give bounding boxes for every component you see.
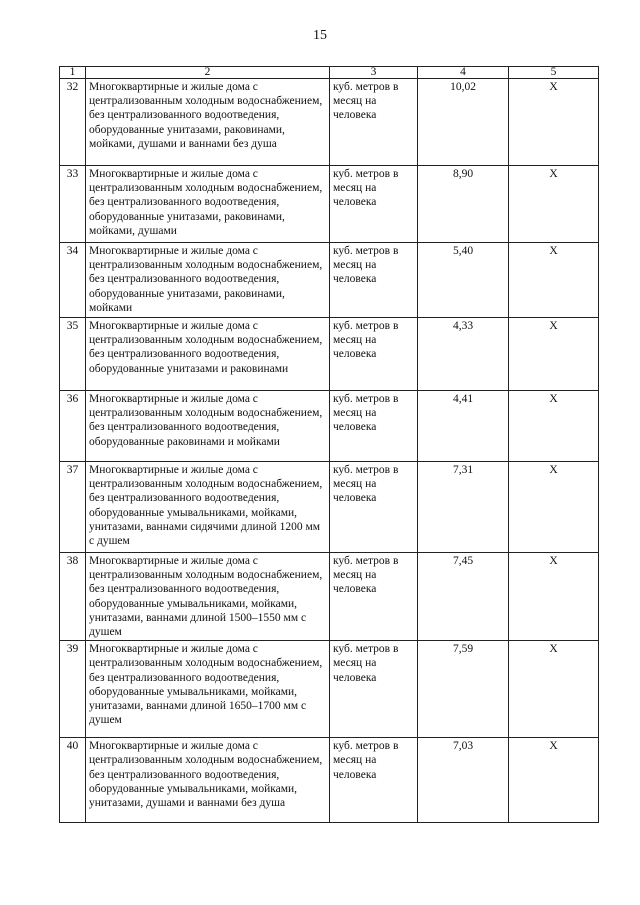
row-mark: Х	[509, 462, 599, 553]
table-row	[60, 391, 599, 462]
column-header: 5	[509, 67, 599, 79]
row-value: 7,31	[418, 462, 509, 553]
row-unit: куб. метров в месяц на человека	[330, 318, 418, 391]
row-value: 7,03	[418, 738, 509, 823]
consumption-norms-table	[59, 66, 599, 823]
table-row	[60, 243, 599, 318]
column-header: 1	[60, 67, 86, 79]
row-description: Многоквартирные и жилые дома с централизованным холодным водоснабжением, без централизованного водоотведения, оборудованные унитазами и раковинами	[86, 318, 330, 391]
table-row	[60, 641, 599, 738]
row-description: Многоквартирные и жилые дома с централизованным холодным водоснабжением, без централизованного водоотведения, оборудованные умывальниками, мойками, унитазами, ваннами длиной 1500–1550 мм с душем	[86, 553, 330, 641]
table-row	[60, 553, 599, 641]
row-value: 7,59	[418, 641, 509, 738]
row-mark: Х	[509, 641, 599, 738]
row-number: 36	[60, 391, 86, 462]
row-number: 40	[60, 738, 86, 823]
row-value: 4,33	[418, 318, 509, 391]
row-mark: Х	[509, 166, 599, 243]
header-row	[60, 67, 599, 79]
column-header: 4	[418, 67, 509, 79]
row-mark: Х	[509, 318, 599, 391]
row-value: 7,45	[418, 553, 509, 641]
table-row	[60, 318, 599, 391]
row-unit: куб. метров в месяц на человека	[330, 462, 418, 553]
column-header: 3	[330, 67, 418, 79]
row-mark: Х	[509, 738, 599, 823]
row-value: 4,41	[418, 391, 509, 462]
row-mark: Х	[509, 553, 599, 641]
row-number: 33	[60, 166, 86, 243]
table-row	[60, 79, 599, 166]
page-number: 15	[313, 28, 327, 43]
row-unit: куб. метров в месяц на человека	[330, 243, 418, 318]
row-description: Многоквартирные и жилые дома с централизованным холодным водоснабжением, без централизованного водоотведения, оборудованные унитазами, раковинами, мойками	[86, 243, 330, 318]
row-unit: куб. метров в месяц на человека	[330, 166, 418, 243]
row-description: Многоквартирные и жилые дома с централизованным холодным водоснабжением, без централизованного водоотведения, оборудованные унитазами, раковинами, мойками, душами	[86, 166, 330, 243]
row-unit: куб. метров в месяц на человека	[330, 79, 418, 166]
row-value: 8,90	[418, 166, 509, 243]
table-row	[60, 462, 599, 553]
row-description: Многоквартирные и жилые дома с централизованным холодным водоснабжением, без централизованного водоотведения, оборудованные умывальниками, мойками, унитазами, ваннами сидячими длиной 1200 мм с душем	[86, 462, 330, 553]
row-mark: Х	[509, 79, 599, 166]
row-value: 10,02	[418, 79, 509, 166]
row-number: 35	[60, 318, 86, 391]
row-description: Многоквартирные и жилые дома с централизованным холодным водоснабжением, без централизованного водоотведения, оборудованные умывальниками, мойками, унитазами, ваннами длиной 1650–1700 мм с душем	[86, 641, 330, 738]
column-header: 2	[86, 67, 330, 79]
row-unit: куб. метров в месяц на человека	[330, 738, 418, 823]
row-number: 37	[60, 462, 86, 553]
row-number: 39	[60, 641, 86, 738]
table-row	[60, 166, 599, 243]
row-mark: Х	[509, 243, 599, 318]
row-description: Многоквартирные и жилые дома с централизованным холодным водоснабжением, без централизованного водоотведения, оборудованные раковинами и мойками	[86, 391, 330, 462]
row-value: 5,40	[418, 243, 509, 318]
row-unit: куб. метров в месяц на человека	[330, 553, 418, 641]
row-number: 32	[60, 79, 86, 166]
row-description: Многоквартирные и жилые дома с централизованным холодным водоснабжением, без централизованного водоотведения, оборудованные унитазами, раковинами, мойками, душами и ваннами без душа	[86, 79, 330, 166]
row-unit: куб. метров в месяц на человека	[330, 391, 418, 462]
row-description: Многоквартирные и жилые дома с централизованным холодным водоснабжением, без централизованного водоотведения, оборудованные умывальниками, мойками, унитазами, душами и ваннами без душа	[86, 738, 330, 823]
table-row	[60, 738, 599, 823]
row-mark: Х	[509, 391, 599, 462]
row-number: 34	[60, 243, 86, 318]
row-unit: куб. метров в месяц на человека	[330, 641, 418, 738]
row-number: 38	[60, 553, 86, 641]
